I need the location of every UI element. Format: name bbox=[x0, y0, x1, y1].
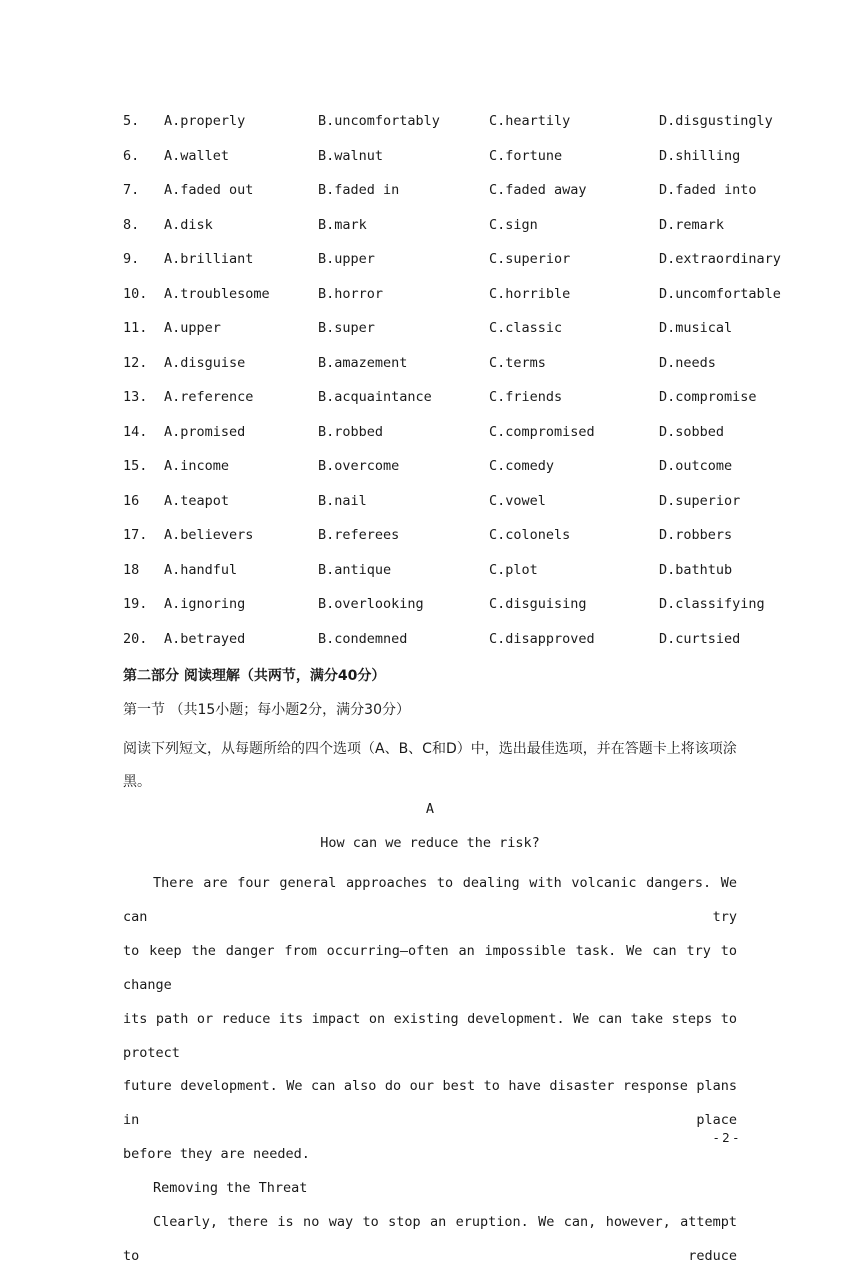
answer-options-list bbox=[123, 113, 803, 665]
instructions: 阅读下列短文，从每题所给的四个选项（A、B、C和D）中，选出最佳选项，并在答题卡上将该项涂黑。 bbox=[123, 741, 737, 790]
option-b: B.referees bbox=[318, 527, 400, 543]
passage-line: before they are needed. bbox=[123, 1146, 310, 1163]
option-c: C.terms bbox=[489, 354, 546, 371]
question-number: 5. bbox=[123, 113, 140, 129]
option-b: B.super bbox=[318, 320, 375, 336]
passage-line: to keep the danger from occurring—often an impossible task. We can try to change bbox=[123, 942, 737, 993]
question-row bbox=[123, 286, 803, 321]
option-c: C.horrible bbox=[489, 285, 571, 302]
option-d: D.remark bbox=[659, 216, 725, 233]
option-c: C.superior bbox=[489, 251, 571, 267]
question-row bbox=[123, 596, 803, 631]
question-number: 20. bbox=[123, 630, 148, 647]
option-a: A.disk bbox=[164, 216, 213, 233]
option-a: A.handful bbox=[164, 561, 238, 578]
question-number: 18 bbox=[123, 561, 140, 578]
option-c: C.colonels bbox=[489, 527, 571, 543]
option-c: C.vowel bbox=[489, 492, 546, 509]
option-c: C.friends bbox=[489, 389, 563, 405]
option-c: C.classic bbox=[489, 320, 563, 336]
option-b: B.walnut bbox=[318, 147, 384, 164]
option-a: A.faded out bbox=[164, 182, 254, 198]
passage-title: How can we reduce the risk? bbox=[320, 835, 540, 851]
option-a: A.brilliant bbox=[164, 251, 254, 267]
option-d: D.extraordinary bbox=[659, 251, 781, 267]
option-c: C.plot bbox=[489, 561, 538, 578]
option-b: B.nail bbox=[318, 492, 367, 509]
option-a: A.troublesome bbox=[164, 285, 270, 302]
question-row bbox=[123, 389, 803, 424]
option-b: B.faded in bbox=[318, 182, 400, 198]
option-d: D.classifying bbox=[659, 596, 765, 612]
question-row bbox=[123, 217, 803, 252]
option-c: C.disapproved bbox=[489, 630, 595, 647]
passage-letter: A bbox=[425, 801, 435, 817]
question-row bbox=[123, 113, 803, 148]
option-a: A.properly bbox=[164, 113, 246, 129]
option-b: B.upper bbox=[318, 251, 375, 267]
page-number: - 2 - bbox=[714, 1131, 738, 1145]
option-b: B.antique bbox=[318, 561, 392, 578]
passage-line: Clearly, there is no way to stop an eruption. We can, however, attempt to reduce bbox=[123, 1214, 737, 1264]
option-c: C.sign bbox=[489, 216, 538, 233]
passage-body bbox=[123, 867, 737, 1274]
option-a: A.reference bbox=[164, 389, 254, 405]
question-number: 19. bbox=[123, 596, 148, 612]
question-number: 14. bbox=[123, 423, 148, 440]
passage-line: There are four general approaches to dealing with volcanic dangers. We can try bbox=[123, 875, 737, 925]
option-d: D.robbers bbox=[659, 527, 733, 543]
option-d: D.needs bbox=[659, 354, 716, 371]
question-row bbox=[123, 182, 803, 217]
option-c: C.disguising bbox=[489, 596, 587, 612]
section-heading: 第二部分 阅读理解（共两节，满分40分） bbox=[123, 668, 386, 684]
option-d: D.shilling bbox=[659, 147, 741, 164]
option-a: A.disguise bbox=[164, 354, 246, 371]
question-number: 15. bbox=[123, 458, 148, 474]
option-b: B.overlooking bbox=[318, 596, 424, 612]
question-row bbox=[123, 148, 803, 183]
option-b: B.acquaintance bbox=[318, 389, 432, 405]
option-c: C.compromised bbox=[489, 423, 595, 440]
option-d: D.disgustingly bbox=[659, 113, 773, 129]
passage-line: future development. We can also do our best to have disaster response plans in place bbox=[123, 1078, 737, 1129]
question-row bbox=[123, 527, 803, 562]
option-d: D.uncomfortable bbox=[659, 285, 781, 302]
option-a: A.betrayed bbox=[164, 630, 246, 647]
option-c: C.heartily bbox=[489, 113, 571, 129]
question-number: 9. bbox=[123, 251, 140, 267]
question-row bbox=[123, 355, 803, 390]
option-a: A.income bbox=[164, 458, 230, 474]
option-c: C.faded away bbox=[489, 182, 587, 198]
question-row bbox=[123, 631, 803, 666]
option-d: D.musical bbox=[659, 320, 733, 336]
option-b: B.mark bbox=[318, 216, 367, 233]
subsection-heading: 第一节 （共15小题；每小题2分，满分30分） bbox=[123, 702, 410, 718]
option-b: B.overcome bbox=[318, 458, 400, 474]
option-a: A.wallet bbox=[164, 147, 230, 164]
question-row bbox=[123, 458, 803, 493]
question-number: 17. bbox=[123, 527, 148, 543]
question-number: 10. bbox=[123, 285, 148, 302]
option-a: A.promised bbox=[164, 423, 246, 440]
option-a: A.upper bbox=[164, 320, 221, 336]
question-number: 7. bbox=[123, 182, 140, 198]
option-c: C.comedy bbox=[489, 458, 555, 474]
option-b: B.horror bbox=[318, 285, 384, 302]
option-b: B.uncomfortably bbox=[318, 113, 440, 129]
question-number: 12. bbox=[123, 354, 148, 371]
option-d: D.sobbed bbox=[659, 423, 725, 440]
option-a: A.ignoring bbox=[164, 596, 246, 612]
option-d: D.outcome bbox=[659, 458, 733, 474]
question-row bbox=[123, 424, 803, 459]
option-b: B.condemned bbox=[318, 630, 408, 647]
option-d: D.superior bbox=[659, 492, 741, 509]
question-number: 13. bbox=[123, 389, 148, 405]
option-d: D.compromise bbox=[659, 389, 757, 405]
question-row bbox=[123, 562, 803, 597]
option-d: D.faded into bbox=[659, 182, 757, 198]
question-number: 16 bbox=[123, 492, 140, 509]
option-a: A.teapot bbox=[164, 492, 230, 509]
question-row bbox=[123, 320, 803, 355]
passage-subheading: Removing the Threat bbox=[153, 1180, 308, 1197]
passage-line: its path or reduce its impact on existing development. We can take steps to protect bbox=[123, 1010, 737, 1061]
option-d: D.bathtub bbox=[659, 561, 733, 578]
question-number: 8. bbox=[123, 216, 140, 233]
question-number: 6. bbox=[123, 147, 140, 164]
question-row bbox=[123, 251, 803, 286]
option-d: D.curtsied bbox=[659, 630, 741, 647]
question-row bbox=[123, 493, 803, 528]
option-a: A.believers bbox=[164, 527, 254, 543]
option-b: B.amazement bbox=[318, 354, 408, 371]
option-c: C.fortune bbox=[489, 147, 563, 164]
option-b: B.robbed bbox=[318, 423, 384, 440]
question-number: 11. bbox=[123, 320, 148, 336]
